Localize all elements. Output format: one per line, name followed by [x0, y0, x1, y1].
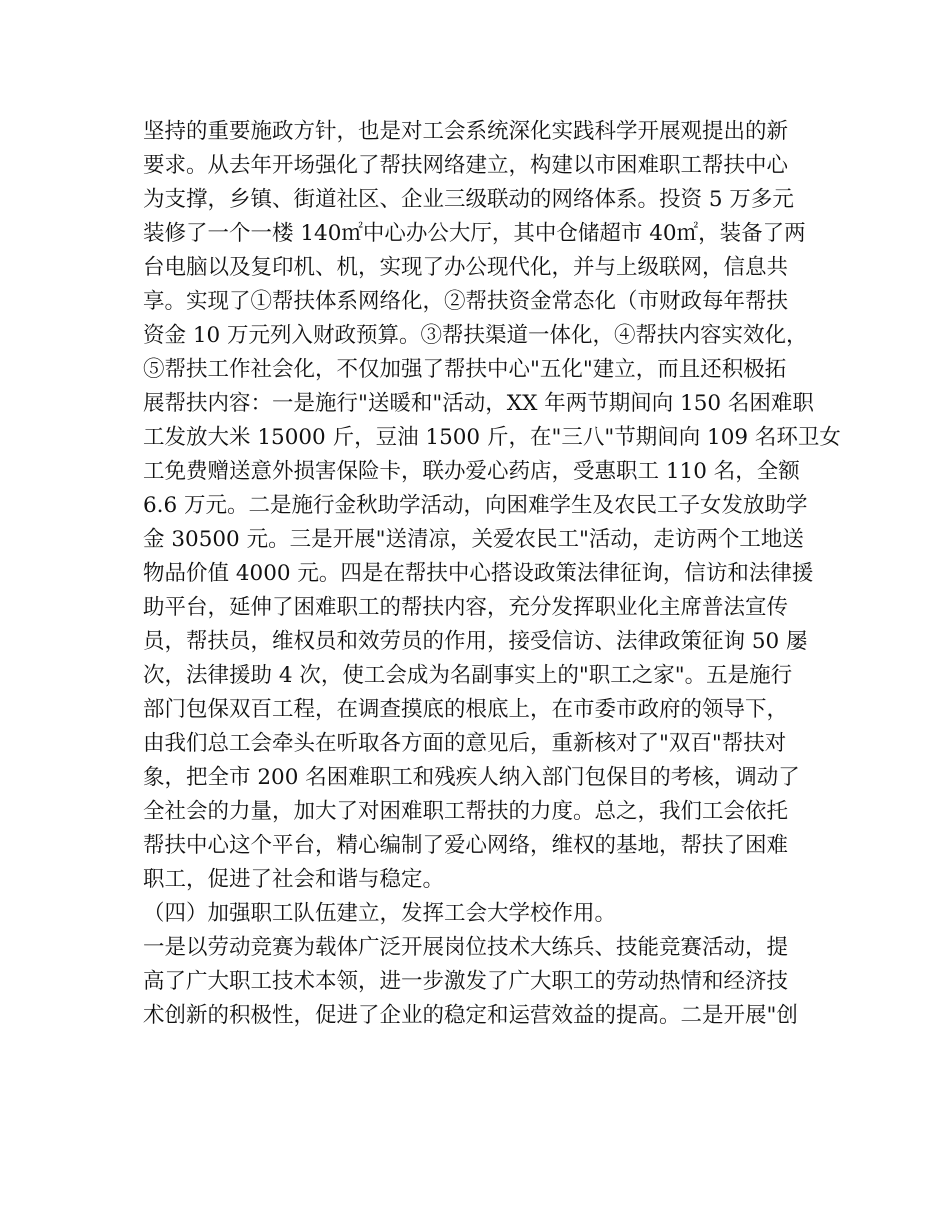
text-line: 次，法律援助 4 次，使工会成为名副事实上的"职工之家"。五是施行	[143, 663, 793, 688]
text-line: 享。实现了①帮扶体系网络化，②帮扶资金常态化（市财政每年帮扶	[143, 289, 789, 314]
text-line: 由我们总工会牵头在听取各方面的意见后，重新核对了"双百"帮扶对	[143, 731, 787, 756]
text-line: 一是以劳动竞赛为载体广泛开展岗位技术大练兵、技能竞赛活动，提	[143, 935, 789, 960]
text-line: 工发放大米 15000 斤，豆油 1500 斤，在"三八"节期间向 109 名环卫女	[143, 425, 841, 450]
text-line: 高了广大职工技术本领，进一步激发了广大职工的劳动热情和经济技	[143, 969, 789, 994]
text-line: 资金 10 万元列入财政预算。③帮扶渠道一体化，④帮扶内容实效化，	[143, 323, 808, 348]
text-line: 全社会的力量，加大了对困难职工帮扶的力度。总之，我们工会依托	[143, 799, 789, 824]
section-heading: （四）加强职工队伍建立，发挥工会大学校作用。	[143, 901, 617, 926]
text-line: 工免费赠送意外损害保险卡，联办爱心药店，受惠职工 110 名，全额	[143, 459, 800, 484]
text-line: 员，帮扶员，维权员和效劳员的作用，接受信访、法律政策征询 50 屡	[143, 629, 808, 654]
text-line: 象，把全市 200 名困难职工和残疾人纳入部门包保目的考核，调动了	[143, 765, 800, 790]
text-line: 金 30500 元。三是开展"送清凉，关爱农民工"活动，走访两个工地送	[143, 527, 804, 552]
text-line: 坚持的重要施政方针，也是对工会系统深化实践科学开展观提出的新	[143, 119, 789, 144]
text-line: 装修了一个一楼 140㎡中心办公大厅，其中仓储超市 40㎡，装备了两	[143, 221, 806, 246]
text-line: ⑤帮扶工作社会化，不仅加强了帮扶中心"五化"建立，而且还积极拓	[143, 357, 787, 382]
text-line: 6.6 万元。二是施行金秋助学活动，向困难学生及农民工子女发放助学	[143, 493, 808, 518]
text-line: 为支撑，乡镇、街道社区、企业三级联动的网络体系。投资 5 万多元	[143, 187, 794, 212]
text-line: 台电脑以及复印机、机，实现了办公现代化，并与上级联网，信息共	[143, 255, 789, 280]
text-line: 助平台，延伸了困难职工的帮扶内容，充分发挥职业化主席普法宣传	[143, 595, 789, 620]
text-line: 职工，促进了社会和谐与稳定。	[143, 867, 445, 892]
text-line: 部门包保双百工程，在调查摸底的根底上，在市委市政府的领导下，	[143, 697, 789, 722]
text-line: 物品价值 4000 元。四是在帮扶中心搭设政策法律征询，信访和法律援	[143, 561, 814, 586]
text-line: 帮扶中心这个平台，精心编制了爱心网络，维权的基地，帮扶了困难	[143, 833, 789, 858]
text-line: 展帮扶内容：一是施行"送暖和"活动，XX 年两节期间向 150 名困难职	[143, 391, 814, 416]
text-line: 要求。从去年开场强化了帮扶网络建立，构建以市困难职工帮扶中心	[143, 153, 789, 178]
text-line: 术创新的积极性，促进了企业的稳定和运营效益的提高。二是开展"创	[143, 1003, 798, 1028]
